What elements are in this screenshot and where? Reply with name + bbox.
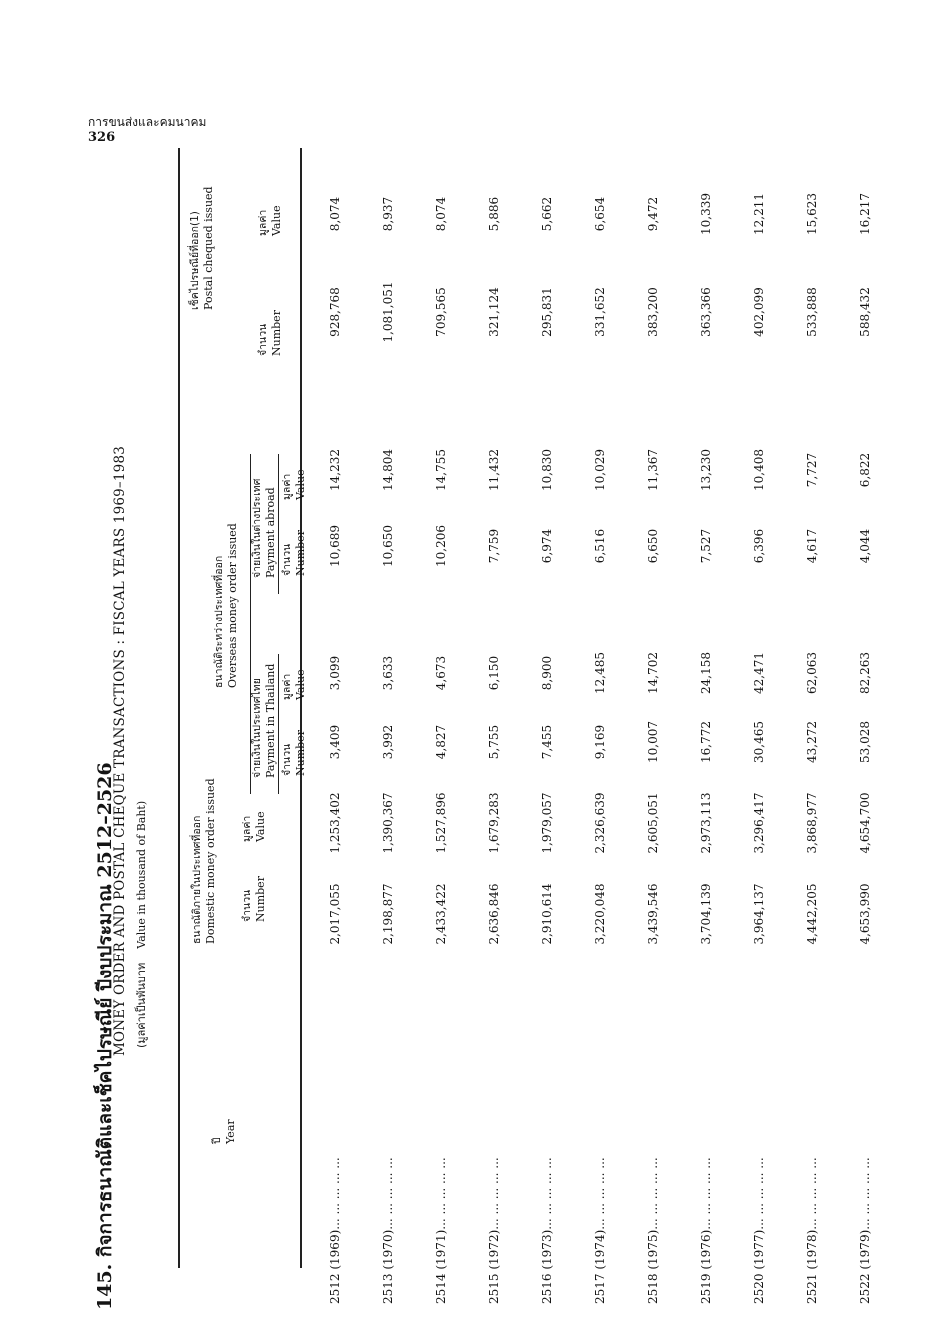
thailand-value-cell: 3,633 bbox=[381, 655, 395, 691]
year-cell: 2516 (1973)... ... ... ... ... bbox=[540, 1157, 554, 1304]
table-row bbox=[699, 138, 721, 1328]
table-header-rule bbox=[300, 148, 302, 1268]
domestic-value-cell: 3,868,977 bbox=[805, 792, 819, 854]
table-row bbox=[540, 138, 562, 1328]
cheque-value-english: Value bbox=[270, 205, 283, 236]
domestic-value-cell: 2,605,051 bbox=[646, 792, 660, 854]
thailand-number-cell: 4,827 bbox=[434, 724, 448, 760]
domestic-number-cell: 3,964,137 bbox=[752, 883, 766, 945]
cheque-value-cell: 15,623 bbox=[805, 193, 819, 235]
cheque-value-thai: มูลค่า bbox=[257, 209, 269, 236]
thailand-value-cell: 4,673 bbox=[434, 655, 448, 691]
table-row bbox=[805, 138, 827, 1328]
domestic-number-cell: 2,636,846 bbox=[487, 883, 501, 945]
table-row bbox=[752, 138, 774, 1328]
table-title-english: MONEY ORDER AND POSTAL CHEQUE TRANSACTIONS : FISCAL YEARS 1969–1983 bbox=[112, 445, 128, 1056]
cheque-number-cell: 363,366 bbox=[699, 287, 713, 337]
thailand-value-cell: 62,063 bbox=[805, 652, 819, 694]
abroad-number-header bbox=[280, 530, 308, 576]
cheque-header-thai: เช็คไปรษณีย์ที่ออก(1) bbox=[189, 211, 201, 310]
domestic-value-cell: 2,326,639 bbox=[593, 792, 607, 854]
table-row bbox=[381, 138, 403, 1328]
table-title-thai: 145. กิจการธนาณัติและเช็คไปรษณีย์ ปีงบประมาณ 2512–2526 bbox=[94, 762, 116, 1310]
domestic-value-english: Value bbox=[254, 811, 267, 842]
table-row bbox=[487, 138, 509, 1328]
abroad-number-cell: 7,759 bbox=[487, 528, 501, 564]
cheque-value-cell: 10,339 bbox=[699, 193, 713, 235]
year-cell: 2514 (1971)... ... ... ... ... bbox=[434, 1157, 448, 1304]
thailand-payment-english: Payment in Thailand bbox=[264, 663, 277, 778]
thailand-number-cell: 16,772 bbox=[699, 721, 713, 763]
thailand-number-cell: 10,007 bbox=[646, 721, 660, 763]
year-cell: 2520 (1977)... ... ... ... ... bbox=[752, 1157, 766, 1304]
domestic-number-thai: จำนวน bbox=[241, 889, 253, 922]
cheque-value-cell: 6,654 bbox=[593, 196, 607, 232]
domestic-value-cell: 1,527,896 bbox=[434, 792, 448, 854]
abroad-value-cell: 14,755 bbox=[434, 449, 448, 491]
cheque-number-cell: 331,652 bbox=[593, 287, 607, 337]
abroad-payment-english: Payment abroad bbox=[264, 487, 277, 578]
year-cell: 2518 (1975)... ... ... ... ... bbox=[646, 1157, 660, 1304]
thailand-number-cell: 9,169 bbox=[593, 724, 607, 760]
table-row bbox=[858, 138, 880, 1328]
domestic-number-english: Number bbox=[254, 876, 267, 922]
thailand-value-cell: 82,263 bbox=[858, 652, 872, 694]
cheque-number-thai: จำนวน bbox=[257, 323, 269, 356]
year-cell: 2512 (1969)... ... ... ... ... bbox=[328, 1157, 342, 1304]
domestic-number-header bbox=[240, 876, 268, 922]
cheque-value-cell: 12,211 bbox=[752, 193, 766, 235]
abroad-value-cell: 6,822 bbox=[858, 452, 872, 488]
domestic-number-cell: 4,442,205 bbox=[805, 883, 819, 945]
domestic-value-cell: 1,979,057 bbox=[540, 792, 554, 854]
thailand-number-cell: 7,455 bbox=[540, 724, 554, 760]
abroad-value-cell: 13,230 bbox=[699, 449, 713, 491]
unit-note-english: Value in thousand of Baht) bbox=[135, 800, 148, 949]
abroad-number-thai: จำนวน bbox=[281, 543, 293, 576]
abroad-payment-header bbox=[250, 479, 278, 578]
abroad-payment-thai: จ่ายเงินในต่างประเทศ bbox=[251, 478, 263, 578]
abroad-number-cell: 6,974 bbox=[540, 528, 554, 564]
year-header bbox=[210, 1119, 238, 1144]
thailand-subheader-rule bbox=[278, 654, 279, 794]
domestic-number-cell: 2,198,877 bbox=[381, 883, 395, 945]
thailand-number-cell: 3,409 bbox=[328, 724, 342, 760]
cheque-number-cell: 928,768 bbox=[328, 287, 342, 337]
year-header-thai: ปี bbox=[211, 1137, 223, 1144]
thailand-number-english: Number bbox=[294, 730, 307, 776]
thailand-number-cell: 3,992 bbox=[381, 724, 395, 760]
thailand-number-thai: จำนวน bbox=[281, 743, 293, 776]
cheque-number-cell: 709,565 bbox=[434, 287, 448, 337]
cheque-number-cell: 321,124 bbox=[487, 287, 501, 337]
domestic-value-cell: 2,973,113 bbox=[699, 792, 713, 854]
abroad-number-cell: 10,689 bbox=[328, 525, 342, 567]
domestic-number-cell: 4,653,990 bbox=[858, 883, 872, 945]
abroad-value-header bbox=[280, 469, 308, 500]
table-row bbox=[434, 138, 456, 1328]
domestic-value-cell: 3,296,417 bbox=[752, 792, 766, 854]
thailand-number-cell: 30,465 bbox=[752, 721, 766, 763]
domestic-number-cell: 2,910,614 bbox=[540, 883, 554, 945]
cheque-number-cell: 402,099 bbox=[752, 287, 766, 337]
domestic-number-cell: 3,704,139 bbox=[699, 883, 713, 945]
thailand-value-english: Value bbox=[294, 669, 307, 700]
abroad-value-thai: มูลค่า bbox=[281, 473, 293, 500]
abroad-number-cell: 4,617 bbox=[805, 528, 819, 564]
thailand-value-cell: 14,702 bbox=[646, 652, 660, 694]
table-row bbox=[646, 138, 668, 1328]
abroad-value-cell: 10,408 bbox=[752, 449, 766, 491]
cheque-number-cell: 1,081,051 bbox=[381, 281, 395, 343]
overseas-header-thai: ธนาณัติระหว่างประเทศที่ออก bbox=[213, 555, 225, 688]
abroad-number-cell: 10,650 bbox=[381, 525, 395, 567]
unit-note-thai: (มูลค่าเป็นพันบาท bbox=[135, 962, 148, 1048]
thailand-value-cell: 24,158 bbox=[699, 652, 713, 694]
cheque-value-cell: 5,886 bbox=[487, 196, 501, 232]
abroad-number-cell: 4,044 bbox=[858, 528, 872, 564]
year-header-english: Year bbox=[224, 1119, 237, 1144]
cheque-value-header bbox=[256, 205, 284, 236]
abroad-value-cell: 11,432 bbox=[487, 449, 501, 491]
thailand-number-cell: 53,028 bbox=[858, 721, 872, 763]
year-cell: 2522 (1979)... ... ... ... ... bbox=[858, 1157, 872, 1304]
thailand-value-cell: 42,471 bbox=[752, 652, 766, 694]
table-top-rule bbox=[178, 148, 180, 1268]
table-row bbox=[328, 138, 350, 1328]
thailand-value-cell: 12,485 bbox=[593, 652, 607, 694]
domestic-value-header bbox=[240, 811, 268, 842]
cheque-value-cell: 9,472 bbox=[646, 196, 660, 232]
domestic-number-cell: 3,439,546 bbox=[646, 883, 660, 945]
abroad-value-english: Value bbox=[294, 469, 307, 500]
domestic-value-cell: 4,654,700 bbox=[858, 792, 872, 854]
year-cell: 2513 (1970)... ... ... ... ... bbox=[381, 1157, 395, 1304]
domestic-header bbox=[190, 778, 218, 944]
domestic-header-thai: ธนาณัติภายในประเทศที่ออก bbox=[191, 815, 203, 944]
thailand-value-cell: 8,900 bbox=[540, 655, 554, 691]
overseas-header-english: Overseas money order issued bbox=[226, 523, 239, 688]
thailand-payment-header bbox=[250, 664, 278, 778]
cheque-number-cell: 588,432 bbox=[858, 287, 872, 337]
abroad-value-cell: 14,804 bbox=[381, 449, 395, 491]
abroad-number-cell: 10,206 bbox=[434, 525, 448, 567]
abroad-value-cell: 10,029 bbox=[593, 449, 607, 491]
cheque-value-cell: 8,074 bbox=[434, 196, 448, 232]
cheque-value-cell: 8,937 bbox=[381, 196, 395, 232]
thailand-value-cell: 3,099 bbox=[328, 655, 342, 691]
abroad-value-cell: 11,367 bbox=[646, 449, 660, 491]
thailand-number-header bbox=[280, 730, 308, 776]
abroad-subheader-rule bbox=[278, 454, 279, 594]
domestic-header-english: Domestic money order issued bbox=[204, 778, 217, 944]
page-number: 326 bbox=[88, 130, 116, 145]
abroad-value-cell: 14,232 bbox=[328, 449, 342, 491]
thailand-value-cell: 6,150 bbox=[487, 655, 501, 691]
year-cell: 2521 (1978)... ... ... ... ... bbox=[805, 1157, 819, 1304]
domestic-value-cell: 1,390,367 bbox=[381, 792, 395, 854]
cheque-number-cell: 295,831 bbox=[540, 287, 554, 337]
thailand-payment-thai: จ่ายเงินในประเทศไทย bbox=[251, 678, 263, 778]
cheque-value-cell: 5,662 bbox=[540, 196, 554, 232]
thailand-value-thai: มูลค่า bbox=[281, 673, 293, 700]
domestic-value-cell: 1,679,283 bbox=[487, 792, 501, 854]
year-cell: 2519 (1976)... ... ... ... ... bbox=[699, 1157, 713, 1304]
cheque-header bbox=[188, 186, 216, 310]
abroad-value-cell: 10,830 bbox=[540, 449, 554, 491]
table-unit-note bbox=[132, 801, 150, 1048]
section-title: การขนส่งและคมนาคม bbox=[88, 115, 207, 129]
domestic-value-thai: มูลค่า bbox=[241, 815, 253, 842]
cheque-number-cell: 383,200 bbox=[646, 287, 660, 337]
table-row bbox=[593, 138, 615, 1328]
year-cell: 2515 (1972)... ... ... ... ... bbox=[487, 1157, 501, 1304]
cheque-number-english: Number bbox=[270, 310, 283, 356]
cheque-header-english: Postal chequed issued bbox=[202, 186, 215, 310]
domestic-value-cell: 1,253,402 bbox=[328, 792, 342, 854]
rotated-table-page bbox=[74, 98, 914, 1328]
thailand-number-cell: 43,272 bbox=[805, 721, 819, 763]
cheque-value-cell: 8,074 bbox=[328, 196, 342, 232]
abroad-number-english: Number bbox=[294, 530, 307, 576]
domestic-number-cell: 2,433,422 bbox=[434, 883, 448, 945]
thailand-value-header bbox=[280, 669, 308, 700]
abroad-value-cell: 7,727 bbox=[805, 452, 819, 488]
domestic-number-cell: 2,017,055 bbox=[328, 883, 342, 945]
cheque-number-header bbox=[256, 310, 284, 356]
year-cell: 2517 (1974)... ... ... ... ... bbox=[593, 1157, 607, 1304]
abroad-number-cell: 7,527 bbox=[699, 528, 713, 564]
thailand-number-cell: 5,755 bbox=[487, 724, 501, 760]
cheque-number-cell: 533,888 bbox=[805, 287, 819, 337]
overseas-header bbox=[212, 523, 240, 688]
abroad-number-cell: 6,650 bbox=[646, 528, 660, 564]
cheque-value-cell: 16,217 bbox=[858, 193, 872, 235]
abroad-number-cell: 6,516 bbox=[593, 528, 607, 564]
domestic-number-cell: 3,220,048 bbox=[593, 883, 607, 945]
abroad-number-cell: 6,396 bbox=[752, 528, 766, 564]
